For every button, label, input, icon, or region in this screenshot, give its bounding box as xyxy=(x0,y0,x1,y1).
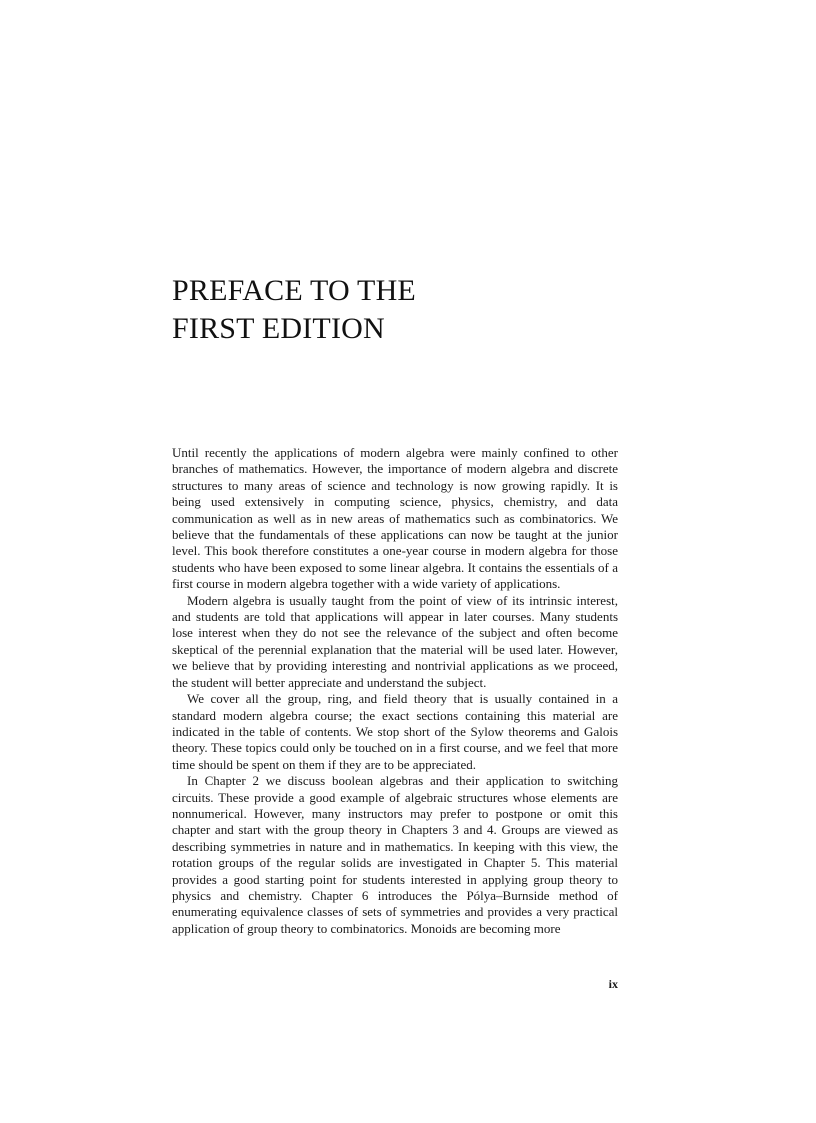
chapter-title-line-1: PREFACE TO THE xyxy=(172,274,416,307)
paragraph-4: In Chapter 2 we discuss boolean algebras and their application to switching circuits. These provide a good example of algebraic structures whose elements are nonnumerical. However, many instructors may prefer to postpone or omit this chapter and start with the group theory in Chapters 3 and 4. Groups are viewed as describing symmetries in nature and in mathematics. In keeping with this view, the rotation groups of the regular solids are investigated in Chapter 5. This material provides a good starting point for students interested in applying group theory to physics and chemistry. Chapter 6 introduces the Pólya–Burnside method of enumerating equivalence classes of sets of symmetries and provides a very practical application of group theory to combinatorics. Monoids are becoming more xyxy=(172,773,618,936)
page-number: ix xyxy=(608,977,618,991)
paragraph-2: Modern algebra is usually taught from the point of view of its intrinsic interest, and students are told that applications will appear in later courses. Many students lose interest when they do not see the relevance of the subject and often become skeptical of the perennial explanation that the material will be used later. However, we believe that by providing interesting and nontrivial applications as we proceed, the student will better appreciate and understand the subject. xyxy=(172,592,618,690)
chapter-title xyxy=(172,272,632,348)
body-text xyxy=(172,445,618,937)
paragraph-3: We cover all the group, ring, and field theory that is usually contained in a standard modern algebra course; the exact sections containing this material are indicated in the table of contents. We stop short of the Sylow theorems and Galois theory. These topics could only be touched on in a first course, and we feel that more time should be spent on them if they are to be appreciated. xyxy=(172,691,618,772)
chapter-title-line-2: FIRST EDITION xyxy=(172,312,385,345)
paragraph-1: Until recently the applications of modern algebra were mainly confined to other branches of mathematics. However, the importance of modern algebra and discrete structures to many areas of science and technology is now growing rapidly. It is being used extensively in computing science, physics, chemistry, and data communication as well as in new areas of mathematics such as combinatorics. We believe that the fundamentals of these applications can now be taught at the junior level. This book therefore constitutes a one-year course in modern algebra for those students who have been exposed to some linear algebra. It contains the essentials of a first course in modern algebra together with a wide variety of applications. xyxy=(172,445,618,592)
